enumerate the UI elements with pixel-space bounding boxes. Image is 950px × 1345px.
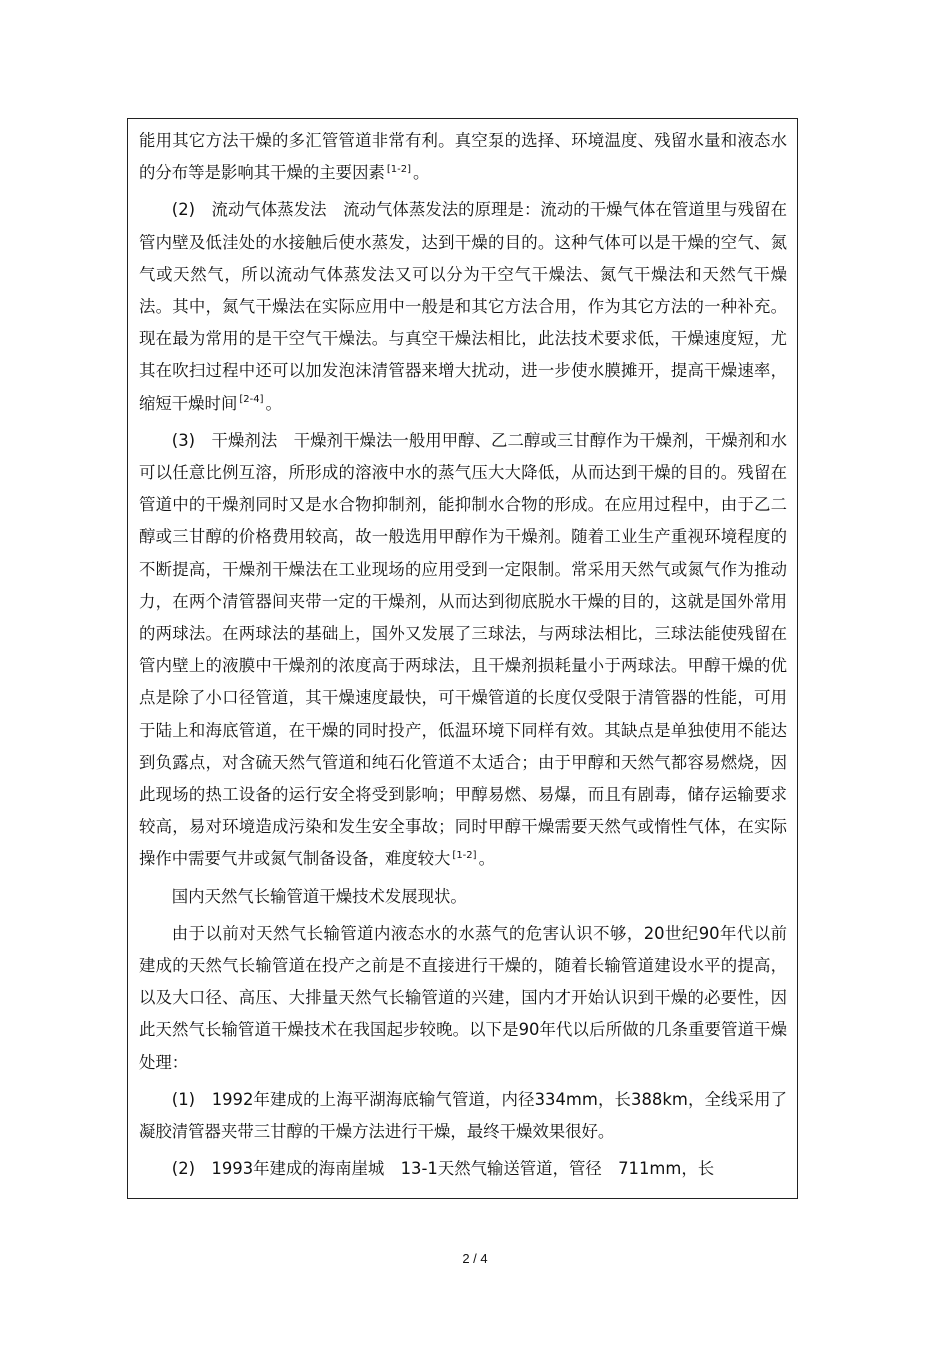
paragraph-text: (3) 干燥剂法 干燥剂干燥法一般用甲醇、乙二醇或三甘醇作为干燥剂，干燥剂和水可以任意比例互溶，所形成的溶液中水的蒸气压大大降低，从而达到干燥的目的。残留在管道中的干燥剂同时又是水合物抑制剂，能抑制水合物的形成。在应用过程中，由于乙二醇或三甘醇的价格费用较高，故一般选用甲醇作为干燥剂。随着工业生产重视环境程度的不断提高，干燥剂干燥法在工业现场的应用受到一定限制。常采用天然气或氮气作为推动力，在两个清管器间夹带一定的干燥剂，从而达到彻底脱水干燥的目的，这就是国外常用的两球法。在两球法的基础上，国外又发展了三球法，与两球法相比，三球法能使残留在管内壁上的液膜中干燥剂的浓度高于两球法，且干燥剂损耗量小于两球法。甲醇干燥的优点是除了小口径管道，其干燥速度最快，可干燥管道的长度仅受限于清管器的性能，可用于陆上和海底管道，在干燥的同时投产，低温环境下同样有效。其缺点是单独使用不能达到负露点，对含硫天然气管道和纯石化管道不太适合；由于甲醇和天然气都容易燃烧，因此现场的热工设备的运行安全将受到影响；甲醇易燃、易爆，而且有剧毒，储存运输要求较高，易对环境造成污染和发生安全事故；同时甲醇干燥需要天然气或惰性气体，在实际操作中需要气井或氮气制备设备，难度较大 <box>139 430 787 869</box>
paragraph-6 <box>139 1084 787 1148</box>
citation-ref: [1-2] <box>452 850 477 861</box>
paragraph-7 <box>139 1153 787 1185</box>
paragraph-tail: 。 <box>413 163 430 183</box>
paragraph-4 <box>139 881 787 913</box>
paragraph-text: 能用其它方法干燥的多汇管管道非常有利。真空泵的选择、环境温度、残留水量和液态水的分布等是影响其干燥的主要因素 <box>139 131 787 183</box>
paragraph-text: (2) 1993年建成的海南崖城 13-1天然气输送管道，管径 711mm，长 <box>171 1159 715 1179</box>
paragraph-tail: 。 <box>265 393 282 413</box>
paragraph-text: 由于以前对天然气长输管道内液态水的水蒸气的危害认识不够，20世纪90年代以前建成的天然气长输管道在投产之前是不直接进行干燥的，随着长输管道建设水平的提高，以及大口径、高压、大排量天然气长输管道的兴建，国内才开始认识到干燥的必要性，因此天然气长输管道干燥技术在我国起步较晚。以下是90年代以后所做的几条重要管道干燥处理： <box>139 923 787 1072</box>
paragraph-2 <box>139 194 787 419</box>
paragraph-1 <box>139 125 787 189</box>
paragraph-text: (1) 1992年建成的上海平湖海底输气管道，内径334mm，长388km，全线采用了凝胶清管器夹带三甘醇的干燥方法进行干燥，最终干燥效果很好。 <box>139 1089 787 1142</box>
page-number: 2 / 4 <box>462 1251 488 1266</box>
paragraph-5 <box>139 918 787 1079</box>
citation-ref: [2-4] <box>239 394 264 406</box>
paragraph-text: (2) 流动气体蒸发法 流动气体蒸发法的原理是：流动的干燥气体在管道里与残留在管内壁及低洼处的水接触后使水蒸发，达到干燥的目的。这种气体可以是干燥的空气、氮气或天然气，所以流动气体蒸发法又可以分为干空气干燥法、氮气干燥法和天然气干燥法。其中，氮气干燥法在实际应用中一般是和其它方法合用，作为其它方法的一种补充。现在最为常用的是干空气干燥法。与真空干燥法相比，此法技术要求低，干燥速度短，尤其在吹扫过程中还可以加发泡沫清管器来增大扰动，进一步使水膜摊开，提高干燥速率，缩短干燥时间 <box>139 200 787 413</box>
paragraph-tail: 。 <box>478 849 495 869</box>
paragraph-text: 国内天然气长输管道干燥技术发展现状。 <box>171 886 467 906</box>
citation-ref: [1-2] <box>386 163 411 175</box>
content-frame <box>127 118 798 1199</box>
paragraph-3 <box>139 425 787 876</box>
